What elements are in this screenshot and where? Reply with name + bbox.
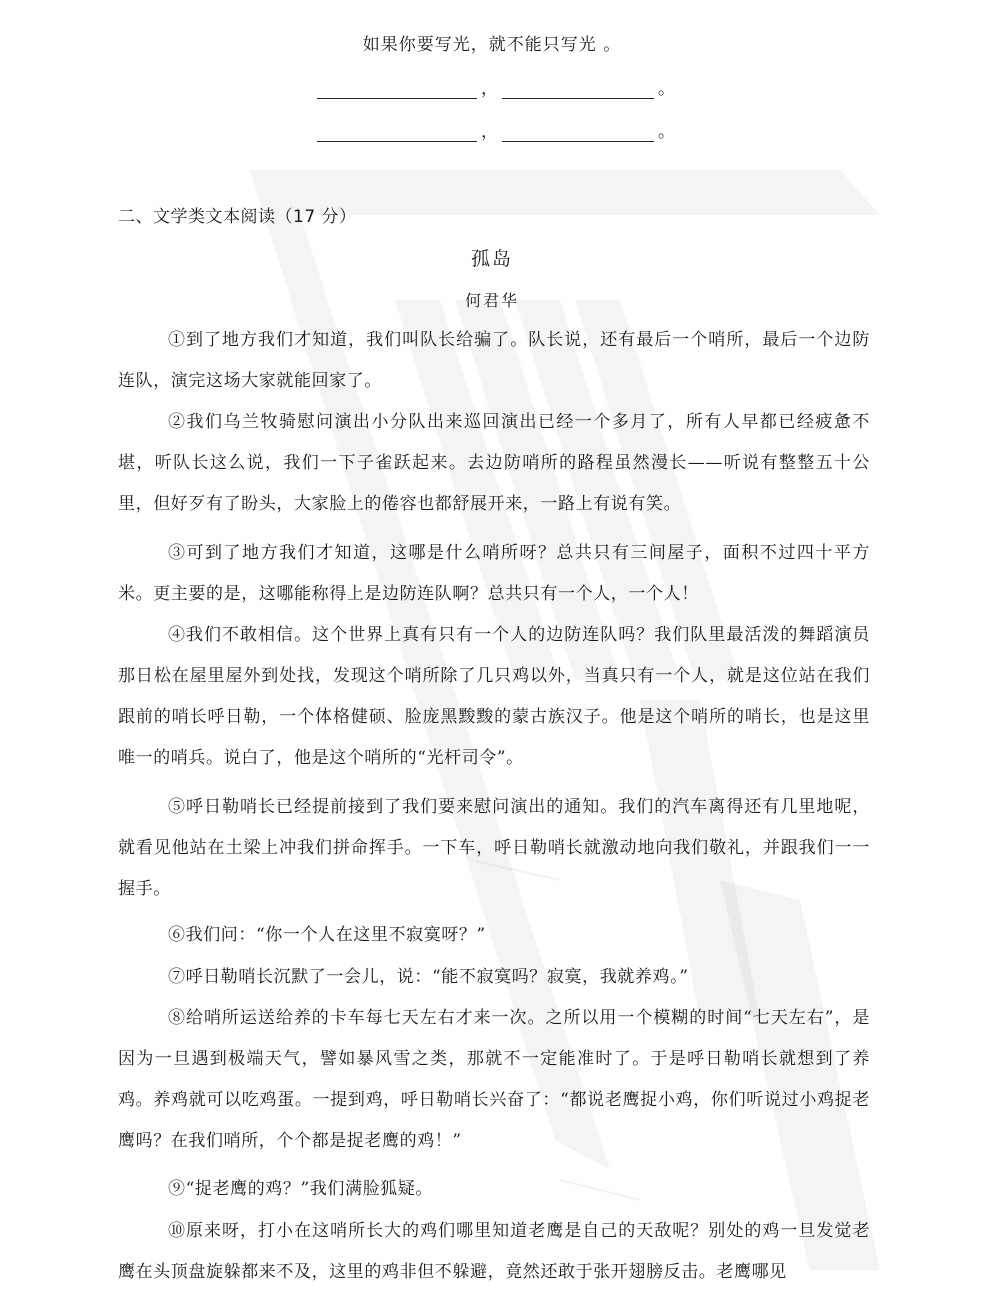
section-heading: 二、文学类文本阅读（17 分）: [118, 207, 357, 227]
paragraph-7: ⑦呼日勒哨长沉默了一会儿，说：“能不寂寞吗？寂寞，我就养鸡。”: [168, 967, 689, 987]
paragraph-2: ②我们乌兰牧骑慰问演出小分队出来巡回演出已经一个多月了，所有人早都已经疲惫不堪，听队长这么说，我们一下子雀跃起来。去边防哨所的路程虽然漫长——听说有整整五十公里，但好歹有了盼头，大家脸上的倦容也都舒展开来，一路上有说有笑。: [118, 412, 870, 514]
answer-blank[interactable]: [317, 78, 477, 99]
comma-mark: ，: [481, 122, 498, 142]
answer-blank[interactable]: [502, 78, 654, 99]
comma-mark: ，: [481, 79, 498, 99]
paragraph-10: ⑩原来呀，打小在这哨所长大的鸡们哪里知道老鹰是自己的天敌呢？别处的鸡一旦发觉老鹰在头顶盘旋躲都来不及，这里的鸡非但不躲避，竟然还敢于张开翅膀反击。老鹰哪见: [118, 1221, 870, 1282]
period-mark: 。: [658, 122, 675, 142]
paragraph-8: ⑧给哨所运送给养的卡车每七天左右才来一次。之所以用一个模糊的时间“七天左右”，是因为一旦遇到极端天气，譬如暴风雪之类，那就不一定能准时了。于是呼日勒哨长就想到了养鸡。养鸡就可以吃鸡蛋。一提到鸡，呼日勒哨长兴奋了：“都说老鹰捉小鸡，你们听说过小鸡捉老鹰吗？在我们哨所，个个都是捉老鹰的鸡！”: [118, 1008, 870, 1151]
answer-blank[interactable]: [317, 121, 477, 142]
paragraph-1: ①到了地方我们才知道，我们叫队长给骗了。队长说，还有最后一个哨所，最后一个边防连队，演完这场大家就能回家了。: [118, 330, 870, 391]
paragraph-4: ④我们不敢相信。这个世界上真有只有一个人的边防连队吗？我们队里最活泼的舞蹈演员那日松在屋里屋外到处找，发现这个哨所除了几只鸡以外，当真只有一个人，就是这位站在我们跟前的哨长呼日勒，一个体格健硕、脸庞黑黢黢的蒙古族汉子。他是这个哨所的哨长，也是这里唯一的哨兵。说白了，他是这个哨所的“光杆司令”。: [118, 625, 870, 768]
story-author: 何君华: [464, 291, 519, 310]
paragraph-5: ⑤呼日勒哨长已经提前接到了我们要来慰问演出的通知。我们的汽车离得还有几里地呢，就看见他站在土梁上冲我们拼命挥手。一下车，呼日勒哨长就激动地向我们敬礼，并跟我们一一握手。: [118, 797, 870, 899]
answer-row-1: [317, 75, 679, 99]
exercise-prompt: 如果你要写光，就不能只写光 。: [362, 35, 622, 55]
period-mark: 。: [658, 79, 675, 99]
paragraph-6: ⑥我们问：“你一个人在这里不寂寞呀？”: [168, 925, 486, 945]
story-title: 孤岛: [470, 248, 513, 270]
answer-blank[interactable]: [502, 121, 654, 142]
paragraph-3: ③可到了地方我们才知道，这哪是什么哨所呀？总共只有三间屋子，面积不过四十平方米。更主要的是，这哪能称得上是边防连队啊？总共只有一个人，一个人！: [118, 543, 870, 604]
answer-row-2: [317, 118, 679, 142]
paragraph-9: ⑨“捉老鹰的鸡？”我们满脸狐疑。: [168, 1179, 433, 1199]
